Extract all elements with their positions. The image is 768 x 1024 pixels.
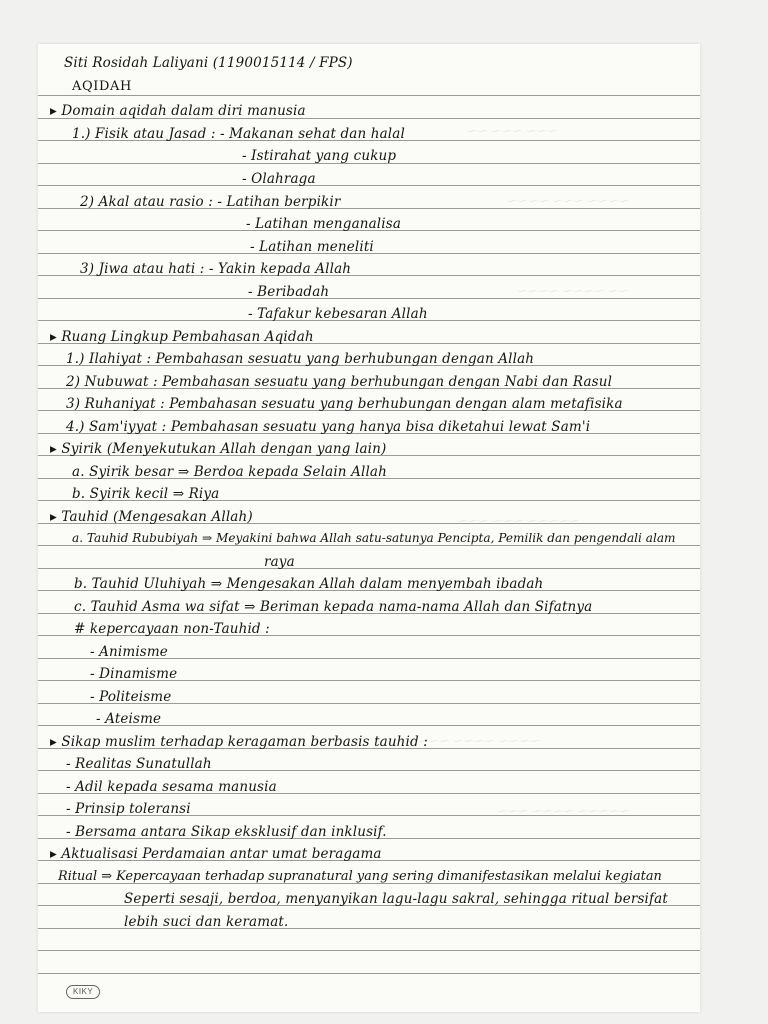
show-through-ink: ～～～～～ ～～～ ～～～ [458, 516, 581, 528]
note-line: 4.) Sam'iyyat : Pembahasan sesuatu yang hanya bisa diketahui lewat Sam'i [66, 419, 591, 435]
note-line: ▸ Domain aqidah dalam diri manusia [50, 103, 306, 119]
note-line: c. Tauhid Asma wa sifat ⇒ Beriman kepada nama-nama Allah dan Sifatnya [74, 599, 593, 615]
note-line: a. Tauhid Rububiyah ⇒ Meyakini bahwa Allah satu-satunya Pencipta, Pemilik dan pengendali alam [72, 531, 676, 545]
note-line: ▸ Sikap muslim terhadap keragaman berbasis tauhid : [50, 734, 428, 750]
note-line: - Politeisme [90, 689, 172, 705]
show-through-ink: ～～～～ ～～～ ～～～～ [508, 196, 631, 208]
ruled-line [38, 95, 700, 96]
note-line: a. Syirik besar ⇒ Berdoa kepada Selain Allah [72, 464, 387, 480]
note-line: lebih suci dan keramat. [124, 914, 289, 930]
show-through-ink: ～～ ～～～～ ～～～～ [518, 286, 630, 298]
note-line: - Dinamisme [90, 666, 178, 682]
note-line: 3) Ruhaniyat : Pembahasan sesuatu yang berhubungan dengan alam metafisika [66, 396, 623, 412]
show-through-ink: ～～～ ～～～ ～～ [468, 126, 559, 138]
note-line: - Tafakur kebesaran Allah [248, 306, 428, 322]
ruled-line [38, 950, 700, 951]
ruled-line [38, 545, 700, 546]
note-line: ▸ Syirik (Menyekutukan Allah dengan yang lain) [50, 441, 387, 457]
show-through-ink: ～～～～～ ～～～～ ～～～ [498, 806, 631, 818]
note-line: 1.) Fisik atau Jasad : - Makanan sehat dan halal [72, 126, 405, 142]
note-line: raya [264, 554, 295, 570]
note-line: 1.) Ilahiyat : Pembahasan sesuatu yang berhubungan dengan Allah [66, 351, 535, 367]
note-line: - Adil kepada sesama manusia [66, 779, 277, 795]
ruled-line [38, 185, 700, 186]
note-line: Ritual ⇒ Kepercayaan terhadap supranatural yang sering dimanifestasikan melalui kegiatan [58, 869, 662, 884]
note-line: - Ateisme [96, 711, 162, 727]
note-line: ▸ Ruang Lingkup Pembahasan Aqidah [50, 329, 314, 345]
note-line: # kepercayaan non-Tauhid : [74, 621, 270, 637]
note-line: - Prinsip toleransi [66, 801, 191, 817]
note-heading: AQIDAH [72, 79, 132, 94]
note-header: Siti Rosidah Laliyani (1190015114 / FPS) [64, 55, 353, 71]
note-line: Seperti sesaji, berdoa, menyanyikan lagu-lagu sakral, sehingga ritual bersifat [124, 891, 668, 907]
note-line: - Beribadah [248, 284, 330, 300]
notebook-page [38, 44, 700, 1012]
note-line: 3) Jiwa atau hati : - Yakin kepada Allah [80, 261, 352, 277]
note-line: - Realitas Sunatullah [66, 756, 212, 772]
note-line: - Bersama antara Sikap eksklusif dan inklusif. [66, 824, 387, 840]
show-through-ink: ～～～～ ～～～～ ～～～～～ [398, 736, 542, 748]
note-line: 2) Nubuwat : Pembahasan sesuatu yang berhubungan dengan Nabi dan Rasul [66, 374, 613, 390]
ruled-line [38, 973, 700, 974]
note-line: - Animisme [90, 644, 168, 660]
note-line: - Istirahat yang cukup [242, 148, 397, 164]
note-line: ▸ Tauhid (Mengesakan Allah) [50, 509, 253, 525]
note-line: - Latihan menganalisa [246, 216, 402, 232]
note-line: - Olahraga [242, 171, 316, 187]
note-line: b. Tauhid Uluhiyah ⇒ Mengesakan Allah dalam menyembah ibadah [74, 576, 544, 592]
note-line: - Latihan meneliti [250, 239, 374, 255]
notebook-brand-logo: KIKY [66, 985, 100, 999]
note-line: ▸ Aktualisasi Perdamaian antar umat beragama [50, 846, 382, 862]
note-line: 2) Akal atau rasio : - Latihan berpikir [80, 194, 341, 210]
note-line: b. Syirik kecil ⇒ Riya [72, 486, 220, 502]
ruled-line [38, 568, 700, 569]
